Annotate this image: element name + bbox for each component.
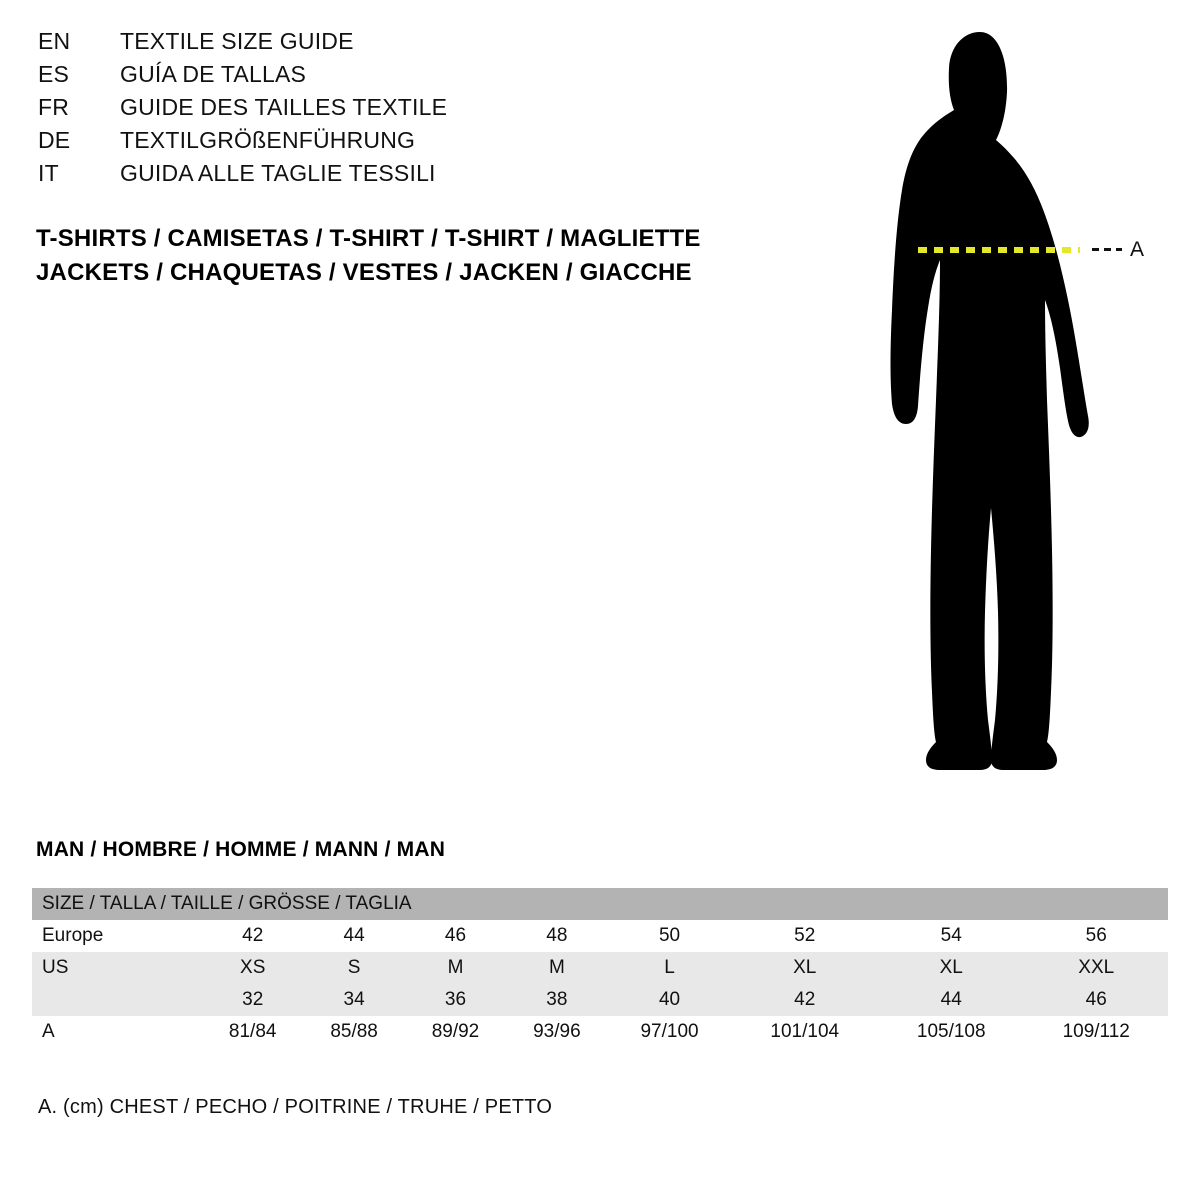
cell-value: 50	[608, 920, 732, 952]
cell-value: 54	[878, 920, 1024, 952]
category-jackets: JACKETS / CHAQUETAS / VESTES / JACKEN / GIACCHE	[36, 259, 692, 286]
cell-value: 32	[202, 984, 303, 1016]
cell-value: 36	[405, 984, 506, 1016]
cell-value: 38	[506, 984, 607, 1016]
cell-value: 56	[1024, 920, 1168, 952]
language-text: TEXTILE SIZE GUIDE	[120, 28, 354, 54]
language-row	[38, 61, 738, 94]
measure-label-a: A	[1130, 238, 1145, 261]
row-label: Europe	[32, 920, 202, 952]
table-header-label: SIZE / TALLA / TAILLE / GRÖSSE / TAGLIA	[32, 888, 1168, 920]
language-row	[38, 28, 738, 61]
table-row	[32, 984, 1168, 1016]
cell-value: 52	[732, 920, 878, 952]
language-row	[38, 94, 738, 127]
category-list	[36, 222, 796, 290]
cell-value: 46	[1024, 984, 1168, 1016]
language-text: GUIDA ALLE TAGLIE TESSILI	[120, 160, 436, 186]
cell-value: S	[303, 952, 404, 984]
cell-value: 97/100	[608, 1016, 732, 1048]
cell-value: 44	[303, 920, 404, 952]
size-table	[32, 888, 1168, 1048]
cell-value: L	[608, 952, 732, 984]
cell-value: 81/84	[202, 1016, 303, 1048]
language-text: TEXTILGRÖßENFÜHRUNG	[120, 127, 416, 153]
cell-value: 101/104	[732, 1016, 878, 1048]
cell-value: 46	[405, 920, 506, 952]
cell-value: 48	[506, 920, 607, 952]
cell-value: 109/112	[1024, 1016, 1168, 1048]
row-label: A	[32, 1016, 202, 1048]
cell-value: 85/88	[303, 1016, 404, 1048]
language-row	[38, 160, 738, 193]
cell-value: M	[405, 952, 506, 984]
category-tshirts: T-SHIRTS / CAMISETAS / T-SHIRT / T-SHIRT / MAGLIETTE	[36, 225, 701, 252]
table-footnote: A. (cm) CHEST / PECHO / POITRINE / TRUHE / PETTO	[38, 1096, 553, 1118]
language-list	[38, 28, 738, 193]
cell-value: M	[506, 952, 607, 984]
cell-value: 42	[732, 984, 878, 1016]
language-text: GUÍA DE TALLAS	[120, 61, 307, 87]
table-row	[32, 920, 1168, 952]
language-code: ES	[38, 61, 70, 87]
cell-value: 40	[608, 984, 732, 1016]
cell-value: 44	[878, 984, 1024, 1016]
cell-value: 105/108	[878, 1016, 1024, 1048]
measure-leader-dashes	[1092, 248, 1122, 251]
cell-value: 89/92	[405, 1016, 506, 1048]
cell-value: 34	[303, 984, 404, 1016]
language-code: FR	[38, 94, 70, 120]
cell-value: XL	[878, 952, 1024, 984]
language-code: EN	[38, 28, 71, 54]
row-label: US	[32, 952, 202, 984]
cell-value: XL	[732, 952, 878, 984]
table-group-title: MAN / HOMBRE / HOMME / MANN / MAN	[36, 838, 446, 861]
body-silhouette-figure	[830, 20, 1170, 780]
cell-value: XXL	[1024, 952, 1168, 984]
cell-value: 93/96	[506, 1016, 607, 1048]
table-row	[32, 1016, 1168, 1048]
cell-value: 42	[202, 920, 303, 952]
language-text: GUIDE DES TAILLES TEXTILE	[120, 94, 448, 120]
table-header-row	[32, 888, 1168, 920]
row-label	[32, 984, 202, 1016]
male-silhouette-icon	[830, 20, 1170, 780]
language-code: DE	[38, 127, 71, 153]
language-row	[38, 127, 738, 160]
language-code: IT	[38, 160, 59, 186]
table-row	[32, 952, 1168, 984]
cell-value: XS	[202, 952, 303, 984]
